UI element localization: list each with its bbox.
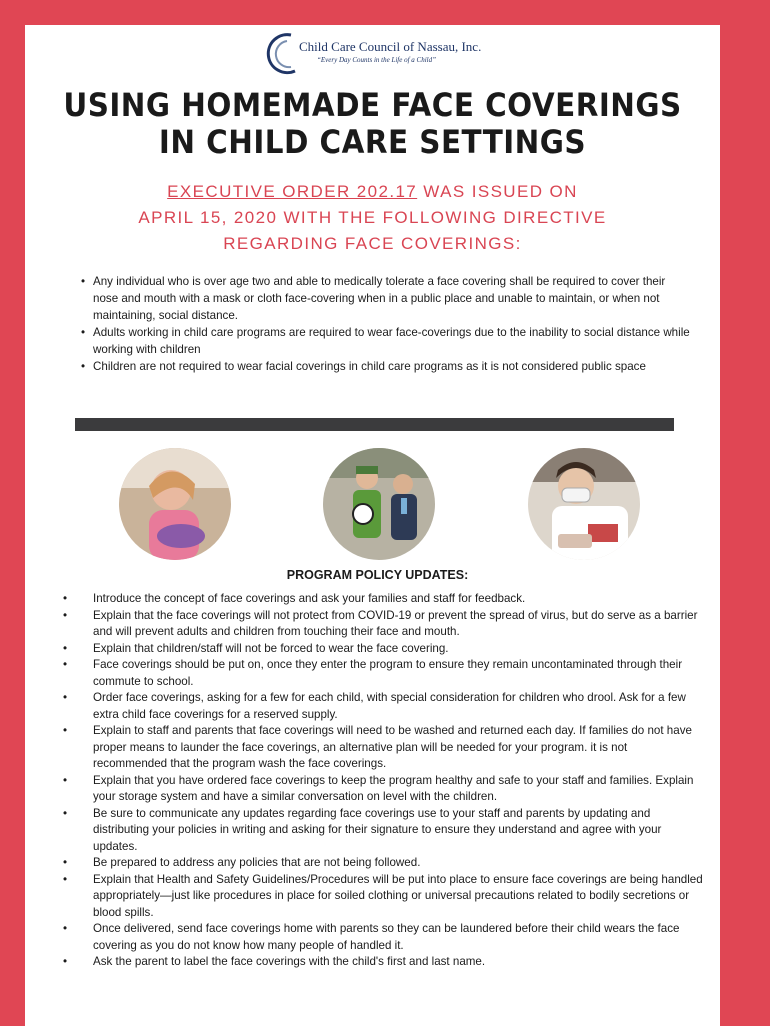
list-item: • Ask the parent to label the face coverings with the child's first and last name. [69, 954, 704, 971]
exec-line-1-rest: WAS ISSUED ON [417, 182, 578, 201]
list-item: • Adults working in child care programs are required to wear face-coverings due to the inability to social distance while working with children [83, 324, 693, 358]
list-item: • Face coverings should be put on, once they enter the program to ensure they remain uncontaminated through their commute to school. [69, 657, 704, 690]
policy-updates-heading: PROGRAM POLICY UPDATES: [286, 568, 469, 582]
list-item: • Children are not required to wear facial coverings in child care programs as it is not considered public space [83, 358, 693, 375]
child-playing-photo [119, 448, 231, 560]
list-item: • Explain that you have ordered face coverings to keep the program healthy and safe to your staff and families. Explain your storage system and have a similar conversation on level with the children. [69, 773, 704, 806]
section-divider [75, 418, 674, 431]
list-item: • Any individual who is over age two and able to medically tolerate a face covering shall be required to cover their nose and mouth with a mask or cloth face-covering when in a public place and unable to maintain, or when not maintaining, social distance. [83, 273, 693, 324]
child-playing-icon [119, 448, 231, 560]
title-line-1: USING HOMEMADE FACE COVERINGS [63, 86, 682, 124]
list-item: • Be sure to communicate any updates regarding face coverings use to your staff and parents by updating and distributing your policies in writing and asking for their signature to ensure they understand and agree with your updates. [69, 806, 704, 856]
title-line-2: IN CHILD CARE SETTINGS [158, 123, 587, 161]
list-item: • Order face coverings, asking for a few for each child, with special consideration for children who drool. Ask for a few extra child face coverings for a reserved supply. [69, 690, 704, 723]
page-title [53, 87, 692, 161]
org-tagline: “Every Day Counts in the Life of a Child” [317, 56, 436, 64]
policy-list [69, 591, 704, 971]
caregiver-mask-icon [528, 448, 640, 560]
executive-order-link[interactable]: EXECUTIVE ORDER 202.17 [167, 182, 418, 201]
list-item: • Be prepared to address any policies that are not being followed. [69, 855, 704, 872]
exec-line-2: APRIL 15, 2020 WITH THE FOLLOWING DIRECTIVE [138, 208, 607, 227]
list-item: • Explain that Health and Safety Guidelines/Procedures will be put into place to ensure face coverings are being handled appropriately—just like procedures in place for soiled clothing or universal precautions related to bodily secretions or blood spills. [69, 872, 704, 922]
caregiver-with-mask-photo [528, 448, 640, 560]
list-item: • Introduce the concept of face coverings and ask your families and staff for feedback. [69, 591, 704, 608]
exec-line-3: REGARDING FACE COVERINGS: [223, 234, 522, 253]
list-item: • Explain that children/staff will not be forced to wear the face covering. [69, 641, 704, 658]
list-item: • Once delivered, send face coverings home with parents so they can be laundered before their child wears the face covering as you do not know how many people of handled it. [69, 921, 704, 954]
directive-list [83, 273, 693, 375]
council-logo [265, 29, 525, 79]
flyer-page [25, 25, 720, 1026]
children-with-soccer-ball-photo [323, 448, 435, 560]
children-soccer-icon [323, 448, 435, 560]
list-item: • Explain that the face coverings will not protect from COVID-19 or prevent the spread of virus, but do serve as a barrier and will prevent adults and children from touching their face and mouth. [69, 608, 704, 641]
org-name: Child Care Council of Nassau, Inc. [299, 39, 482, 54]
list-item: • Explain to staff and parents that face coverings will need to be washed and returned each day. If families do not have proper means to launder the face coverings, an alternative plan will be needed for your program. it is not recommended that the program wash the face coverings. [69, 723, 704, 773]
executive-order-heading [25, 179, 720, 257]
